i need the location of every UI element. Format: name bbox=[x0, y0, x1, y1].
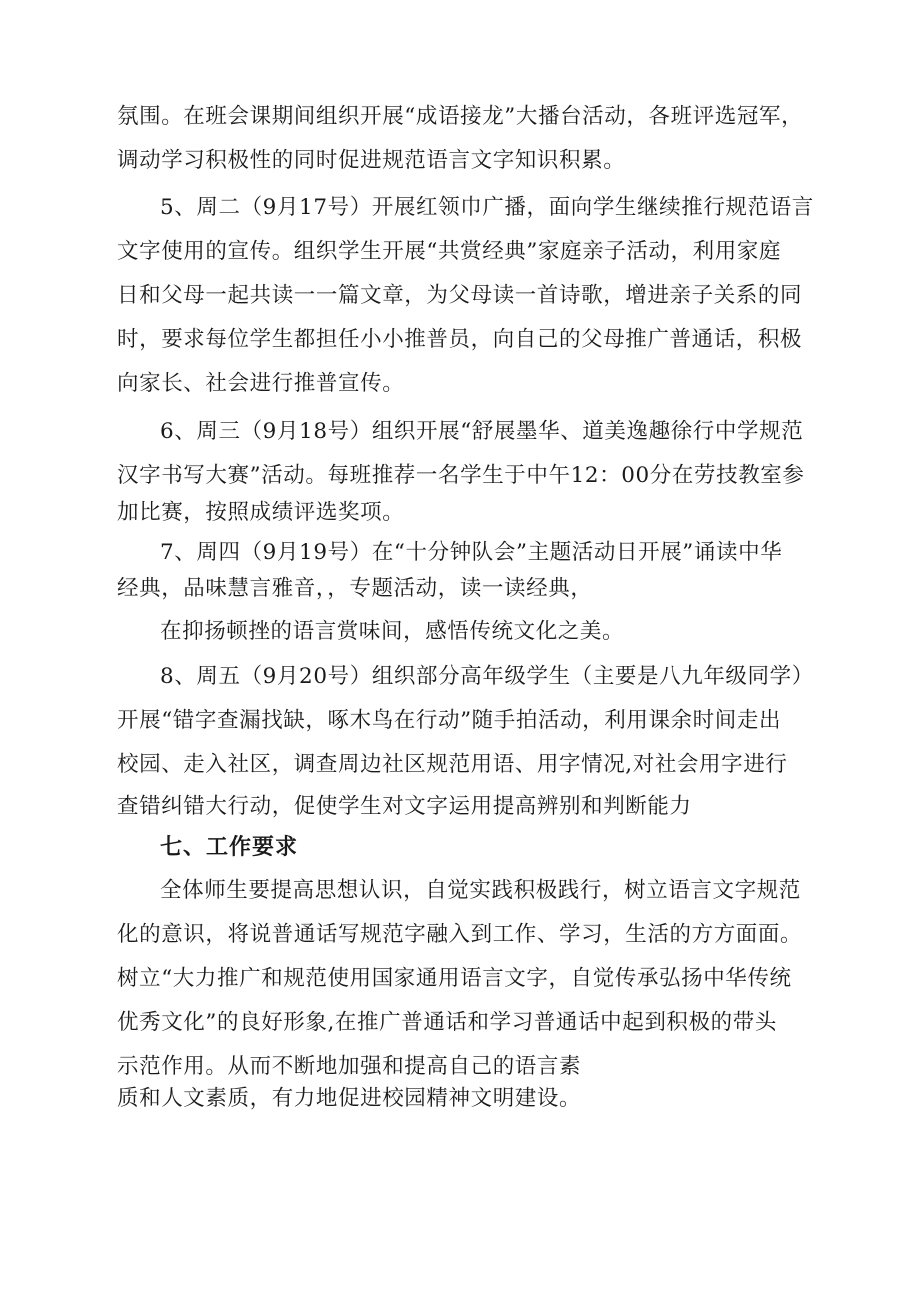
text-line: 全体师生要提高思想认识，自觉实践积极践行，树立语言文字规范 bbox=[160, 878, 801, 903]
text-line: 5、周二（9月17号）开展红领巾广播，面向学生继续推行规范语言 bbox=[160, 195, 814, 220]
text-line: 氛围。在班会课期间组织开展“成语接龙”大播台活动，各班评选冠军， bbox=[117, 104, 804, 129]
text-line: 开展“错字查漏找缺，啄木鸟在行动”随手拍活动，利用课余时间走出 bbox=[117, 708, 782, 733]
text-line: 化的意识，将说普通话写规范字融入到工作、学习，生活的方方面面。 bbox=[117, 922, 803, 947]
text-line: 日和父母一起共读一一篇文章，为父母读一首诗歌，增进亲子关系的同 bbox=[117, 283, 803, 308]
text-line: 校园、走入社区，调查周边社区规范用语、用字情况,对社会用字进行 bbox=[117, 752, 788, 777]
text-line: 在抑扬顿挫的语言赏味间，感悟传统文化之美。 bbox=[160, 619, 625, 644]
text-line: 经典，品味慧言雅音，，专题活动，读一读经典， bbox=[117, 576, 593, 601]
text-line: 优秀文化”的良好形象,在推广普通话和学习普通话中起到积极的带头 bbox=[117, 1010, 777, 1035]
text-line: 6、周三（9月18号）组织开展“舒展墨华、道美逸趣徐行中学规范 bbox=[160, 419, 804, 444]
text-line: 调动学习积极性的同时促进规范语言文字知识积累。 bbox=[117, 148, 626, 173]
text-line: 质和人文素质，有力地促进校园精神文明建设。 bbox=[117, 1086, 582, 1111]
text-line: 查错纠错大行动，促使学生对文字运用提高辨别和判断能力 bbox=[117, 794, 692, 819]
text-line: 7、周四（9月19号）在“十分钟队会”主题活动日开展”诵读中华 bbox=[160, 540, 783, 565]
text-line: 向家长、社会进行推普宣传。 bbox=[117, 371, 405, 396]
text-line: 示范作用。从而不断地加强和提高自己的语言素 bbox=[117, 1054, 582, 1079]
text-line: 文字使用的宣传。组织学生开展“共赏经典”家庭亲子活动，利用家庭 bbox=[117, 239, 782, 264]
text-line: 汉字书写大赛”活动。每班推荐一名学生于中午12：00分在劳技教室参 bbox=[117, 463, 805, 488]
section-heading: 七、工作要求 bbox=[160, 835, 299, 860]
text-line: 树立“大力推广和规范使用国家通用语言文字，自觉传承弘扬中华传统 bbox=[117, 966, 792, 991]
text-line: 加比赛，按照成绩评选奖项。 bbox=[117, 500, 405, 525]
text-line: 8、周五（9月20号）组织部分高年级学生（主要是八九年级同学） bbox=[160, 664, 814, 689]
text-line: 时，要求每位学生都担任小小推普员，向自己的父母推广普通话，积极 bbox=[117, 327, 803, 352]
